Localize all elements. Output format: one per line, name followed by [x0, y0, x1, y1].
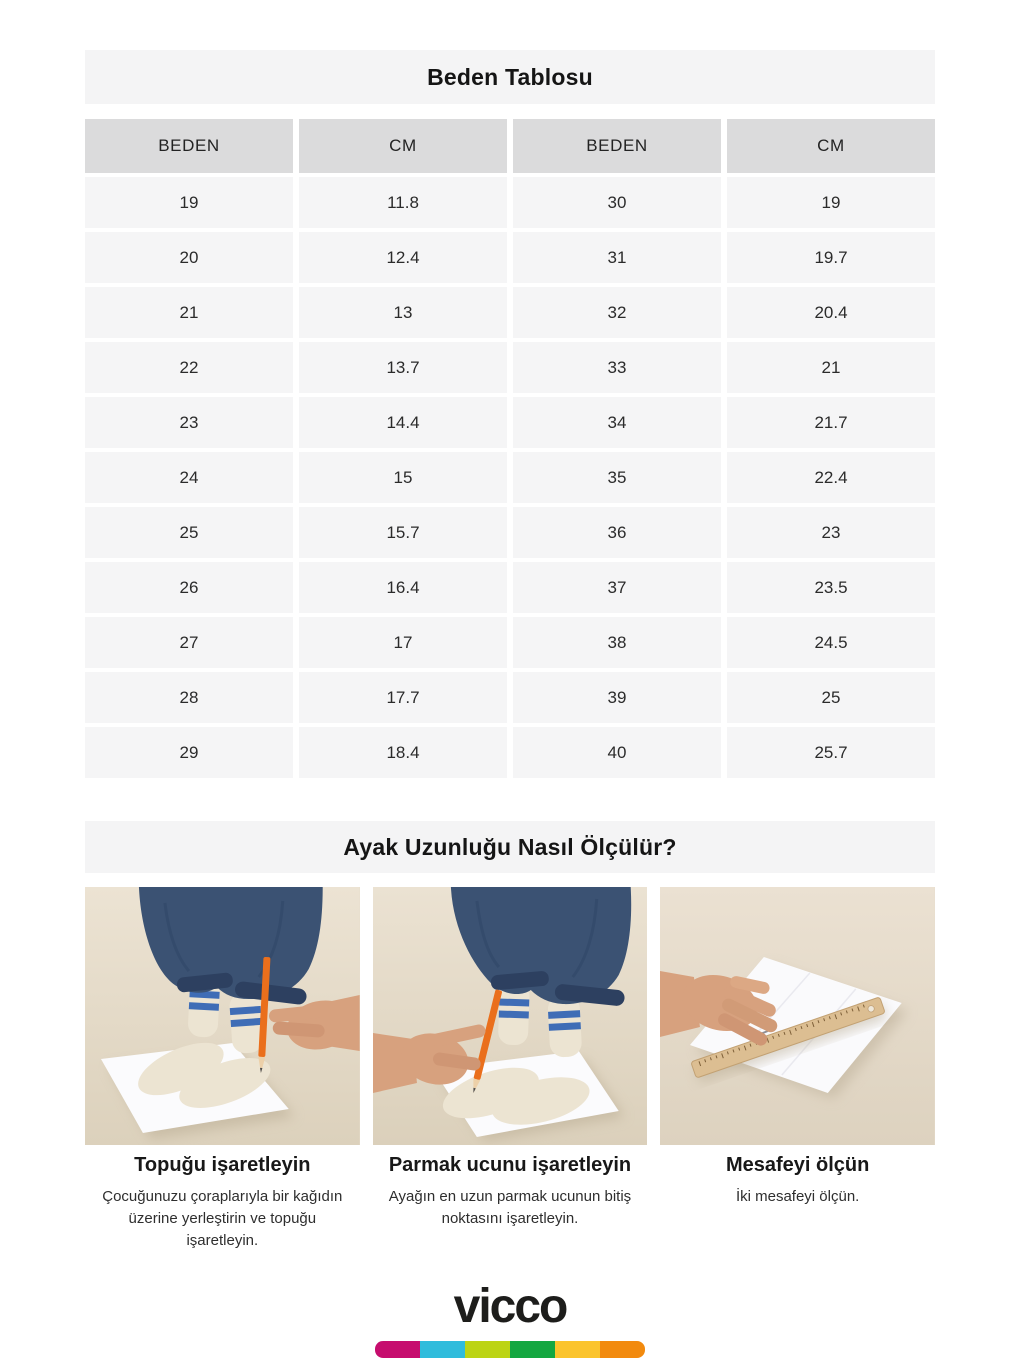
- color-bar-segment: [600, 1341, 645, 1358]
- size-cell: 25: [727, 672, 935, 723]
- color-bar-segment: [510, 1341, 555, 1358]
- size-cell: 24.5: [727, 617, 935, 668]
- size-cell: 25: [85, 507, 293, 558]
- caption-description: Çocuğunuzu çoraplarıyla bir kağıdın üzerine yerleştirin ve topuğu işaretleyin.: [102, 1188, 343, 1249]
- size-cell: 32: [513, 287, 721, 338]
- size-cell: 13.7: [299, 342, 507, 393]
- brand-color-bar: [375, 1341, 645, 1358]
- size-cell: 27: [85, 617, 293, 668]
- size-table-title-band: [85, 50, 935, 104]
- color-bar-segment: [555, 1341, 600, 1358]
- size-cell: 29: [85, 727, 293, 778]
- caption-title: Parmak ucunu işaretleyin: [388, 1154, 632, 1176]
- size-cell: 23.5: [727, 562, 935, 613]
- vicco-logo: vicco: [453, 1280, 567, 1333]
- size-cell: 12.4: [299, 232, 507, 283]
- instruction-captions: [85, 1154, 935, 1251]
- mark-heel-illustration: [85, 887, 360, 1145]
- size-cell: 24: [85, 452, 293, 503]
- mark-toe-photo: [373, 887, 648, 1145]
- size-cell: 11.8: [299, 177, 507, 228]
- size-cell: 19: [727, 177, 935, 228]
- size-cell: 22.4: [727, 452, 935, 503]
- size-cell: 30: [513, 177, 721, 228]
- size-cell: 17.7: [299, 672, 507, 723]
- size-cell: 20: [85, 232, 293, 283]
- measure-title-band: [85, 821, 935, 873]
- size-cell: 19: [85, 177, 293, 228]
- measure-distance-illustration: [660, 887, 935, 1145]
- size-cell: 17: [299, 617, 507, 668]
- size-cell: 26: [85, 562, 293, 613]
- instruction-photos: [85, 887, 935, 1145]
- size-table-header-cell: BEDEN: [85, 119, 293, 173]
- size-cell: 23: [727, 507, 935, 558]
- color-bar-segment: [465, 1341, 510, 1358]
- size-table-title: Beden Tablosu: [427, 63, 593, 90]
- size-table-header-cell: BEDEN: [513, 119, 721, 173]
- size-cell: 25.7: [727, 727, 935, 778]
- size-cell: 38: [513, 617, 721, 668]
- measure-distance-photo: [660, 887, 935, 1145]
- caption-title: Mesafeyi ölçün: [725, 1154, 870, 1176]
- caption-mark-toe: [373, 1154, 648, 1251]
- size-cell: 20.4: [727, 287, 935, 338]
- mark-heel-photo: [85, 887, 360, 1145]
- size-cell: 15: [299, 452, 507, 503]
- mark-toe-illustration: [373, 887, 648, 1145]
- size-cell: 37: [513, 562, 721, 613]
- size-cell: 36: [513, 507, 721, 558]
- size-cell: 15.7: [299, 507, 507, 558]
- size-cell: 16.4: [299, 562, 507, 613]
- size-cell: 28: [85, 672, 293, 723]
- size-cell: 40: [513, 727, 721, 778]
- caption-title: Topuğu işaretleyin: [134, 1154, 311, 1176]
- size-cell: 21: [727, 342, 935, 393]
- size-cell: 23: [85, 397, 293, 448]
- size-cell: 13: [299, 287, 507, 338]
- caption-description: Ayağın en uzun parmak ucunun bitiş noktasını işaretleyin.: [388, 1188, 632, 1227]
- size-cell: 34: [513, 397, 721, 448]
- caption-description: İki mesafeyi ölçün.: [735, 1188, 860, 1205]
- size-cell: 22: [85, 342, 293, 393]
- size-table-header-cell: CM: [727, 119, 935, 173]
- measure-title: Ayak Uzunluğu Nasıl Ölçülür?: [343, 833, 677, 860]
- size-cell: 35: [513, 452, 721, 503]
- size-cell: 19.7: [727, 232, 935, 283]
- size-cell: 21: [85, 287, 293, 338]
- color-bar-segment: [375, 1341, 420, 1358]
- size-cell: 39: [513, 672, 721, 723]
- size-cell: 21.7: [727, 397, 935, 448]
- size-cell: 31: [513, 232, 721, 283]
- color-bar-segment: [420, 1341, 465, 1358]
- size-cell: 33: [513, 342, 721, 393]
- size-cell: 18.4: [299, 727, 507, 778]
- size-table-header-cell: CM: [299, 119, 507, 173]
- caption-measure-distance: [660, 1154, 935, 1251]
- size-cell: 14.4: [299, 397, 507, 448]
- caption-mark-heel: [85, 1154, 360, 1251]
- size-table: [85, 119, 935, 778]
